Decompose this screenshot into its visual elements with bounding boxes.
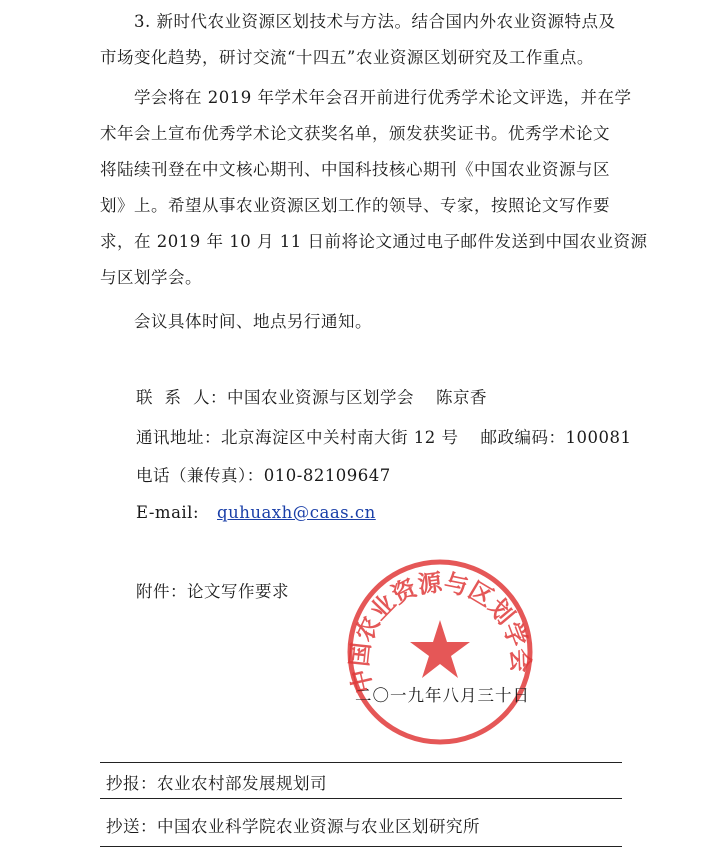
postcode-value: 100081 — [565, 428, 632, 447]
text-line: 与区划学会。 — [100, 268, 202, 287]
text-line: 3. 新时代农业资源区划技术与方法。结合国内外农业资源特点及 — [134, 12, 616, 31]
text-line: 求，在 2019 年 10 月 11 日前将论文通过电子邮件发送到中国农业资源 — [100, 232, 648, 251]
cc-report-line — [106, 770, 327, 794]
divider-top — [100, 762, 622, 763]
issue-date: 二〇一九年八月三十日 — [355, 686, 530, 705]
contact-person-label: 联 系 人： — [136, 388, 227, 407]
seal-text: 中国农业资源与区划学会 — [344, 567, 536, 697]
contact-address-line — [136, 424, 632, 448]
seal-star-icon — [410, 620, 470, 678]
contact-phone-line — [136, 462, 391, 486]
cc-report-label: 抄报： — [106, 774, 157, 793]
official-seal-icon — [344, 556, 536, 748]
phone-value: 010-82109647 — [263, 466, 391, 485]
address-label: 通讯地址： — [136, 428, 221, 447]
attachment-line: 附件：论文写作要求 — [136, 582, 289, 601]
phone-label: 电话（兼传真）： — [136, 466, 264, 485]
text-line: 会议具体时间、地点另行通知。 — [134, 312, 372, 331]
contact-email-line — [136, 503, 376, 522]
text-line: 市场变化趋势，研讨交流“十四五”农业资源区划研究及工作重点。 — [100, 48, 594, 67]
divider-bottom — [100, 846, 622, 847]
contact-org: 中国农业资源与区划学会 — [226, 388, 414, 407]
cc-send-to: 中国农业科学院农业资源与农业区划研究所 — [157, 817, 480, 836]
contact-person-line — [136, 384, 487, 408]
text-line: 术年会上宣布优秀学术论文获奖名单，颁发获奖证书。优秀学术论文 — [100, 124, 610, 143]
paragraph-item-3 — [100, 4, 624, 76]
paragraph-notice — [100, 304, 624, 340]
email-link[interactable]: quhuaxh@caas.cn — [217, 503, 376, 522]
contact-person-name: 陈京香 — [435, 388, 487, 407]
email-label: E-mail: — [136, 503, 200, 522]
cc-send-line — [106, 813, 480, 837]
postcode-label: 邮政编码： — [480, 428, 566, 447]
cc-send-label: 抄送： — [106, 817, 157, 836]
text-line: 将陆续刊登在中文核心期刊、中国科技核心期刊《中国农业资源与区 — [100, 160, 610, 179]
cc-report-to: 农业农村部发展规划司 — [157, 774, 327, 793]
paragraph-award — [100, 80, 648, 296]
text-line: 划》上。希望从事农业资源区划工作的领导、专家，按照论文写作要 — [100, 196, 610, 215]
address-value: 北京海淀区中关村南大街 12 号 — [221, 428, 459, 447]
divider-middle — [100, 798, 622, 799]
text-line: 学会将在 2019 年学术年会召开前进行优秀学术论文评选，并在学 — [134, 88, 632, 107]
